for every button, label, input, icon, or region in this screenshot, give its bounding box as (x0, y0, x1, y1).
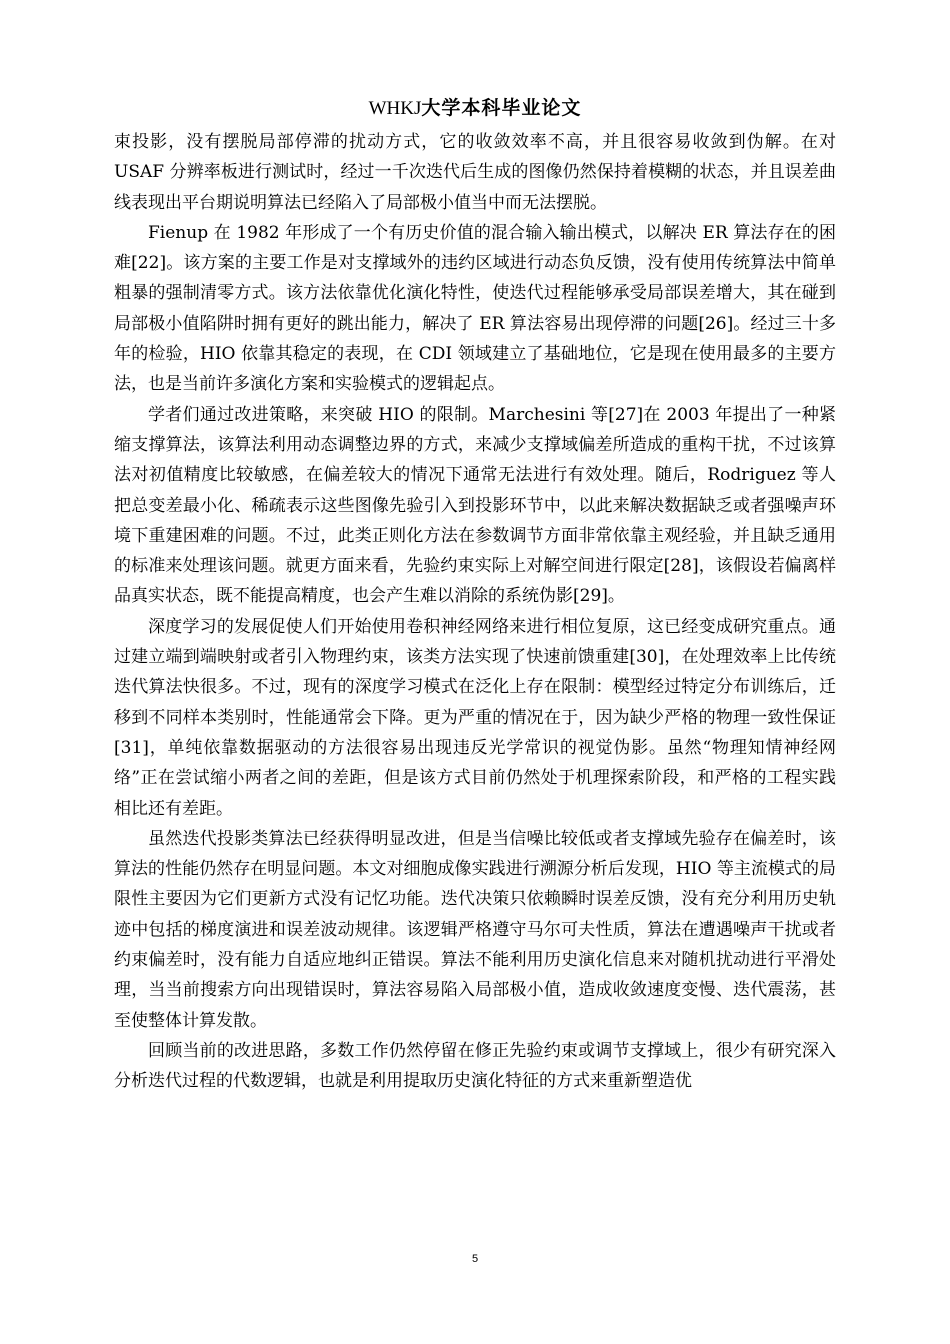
body-text (114, 127, 836, 1097)
page-number: 5 (471, 1253, 479, 1265)
paragraph-review: 回顾当前的改进思路，多数工作仍然停留在修正先验约束或调节支撑域上，很少有研究深入分析迭代过程的代数逻辑，也就是利用提取历史演化特征的方式来重新塑造优 (114, 1040, 836, 1092)
paragraph-improvements: 学者们通过改进策略，来突破 HIO 的限制。Marchesini 等[27]在 2003 年提出了一种紧缩支撑算法，该算法利用动态调整边界的方式，来减少支撑域偏差所造成的重构干扰，不过该算法对初值精度比较敏感，在偏差较大的情况下通常无法进行有效处理。随后，Rodriguez 等人把总变差最小化、稀疏表示这些图像先验引入到投影环节中，以此来解决数据缺乏或者强噪声环境下重建困难的问题。不过，此类正则化方法在参数调节方面非常依靠主观经验，并且缺乏通用的标准来处理该问题。就更方面来看，先验约束实际上对解空间进行限定[28]，该假设若偏离样品真实状态，既不能提高精度，也会产生难以消除的系统伪影[29]。 (114, 404, 836, 607)
paragraph-continued: 束投影，没有摆脱局部停滞的扰动方式，它的收敛效率不高，并且很容易收敛到伪解。在对 USAF 分辨率板进行测试时，经过一千次迭代后生成的图像仍然保持着模糊的状态，并且误差曲线表现出平台期说明算法已经陷入了局部极小值当中而无法摆脱。 (114, 132, 836, 213)
header-title: 大学本科毕业论文 (421, 97, 582, 119)
paragraph-fienup-hio: Fienup 在 1982 年形成了一个有历史价值的混合输入输出模式，以解决 ER 算法存在的困难[22]。该方案的主要工作是对支撑域外的违约区域进行动态负反馈，没有使用传统算法中简单粗暴的强制清零方式。该方法依靠优化演化特性，使迭代过程能够承受局部误差增大，其在碰到局部极小值陷阱时拥有更好的跳出能力，解决了 ER 算法容易出现停滞的问题[26]。经过三十多年的检验，HIO 依靠其稳定的表现，在 CDI 领域建立了基础地位，它是现在使用最多的主要方法，也是当前许多演化方案和实验模式的逻辑起点。 (114, 222, 836, 395)
paragraph-limitations: 虽然迭代投影类算法已经获得明显改进，但是当信噪比较低或者支撑域先验存在偏差时，该算法的性能仍然存在明显问题。本文对细胞成像实践进行溯源分析后发现，HIO 等主流模式的局限性主要因为它们更新方式没有记忆功能。迭代决策只依赖瞬时误差反馈，没有充分利用历史轨迹中包括的梯度演进和误差波动规律。该逻辑严格遵守马尔可夫性质，算法在遭遇噪声干扰或者约束偏差时，没有能力自适应地纠正错误。算法不能利用历史演化信息来对随机扰动进行平滑处理，当当前搜索方向出现错误时，算法容易陷入局部极小值，造成收敛速度变慢、迭代震荡，甚至使整体计算发散。 (114, 828, 836, 1031)
page-header (0, 96, 950, 121)
header-prefix: WHKJ (368, 98, 422, 119)
paragraph-deep-learning: 深度学习的发展促使人们开始使用卷积神经网络来进行相位复原，这已经变成研究重点。通过建立端到端映射或者引入物理约束，该类方法实现了快速前馈重建[30]，在处理效率上比传统迭代算法快很多。不过，现有的深度学习模式在泛化上存在限制：模型经过特定分布训练后，迁移到不同样本类别时，性能通常会下降。更为严重的情况在于，因为缺少严格的物理一致性保证[31]，单纯依靠数据驱动的方法很容易出现违反光学常识的视觉伪影。虽然“物理知情神经网络”正在尝试缩小两者之间的差距，但是该方式目前仍然处于机理探索阶段，和严格的工程实践相比还有差距。 (114, 616, 836, 819)
